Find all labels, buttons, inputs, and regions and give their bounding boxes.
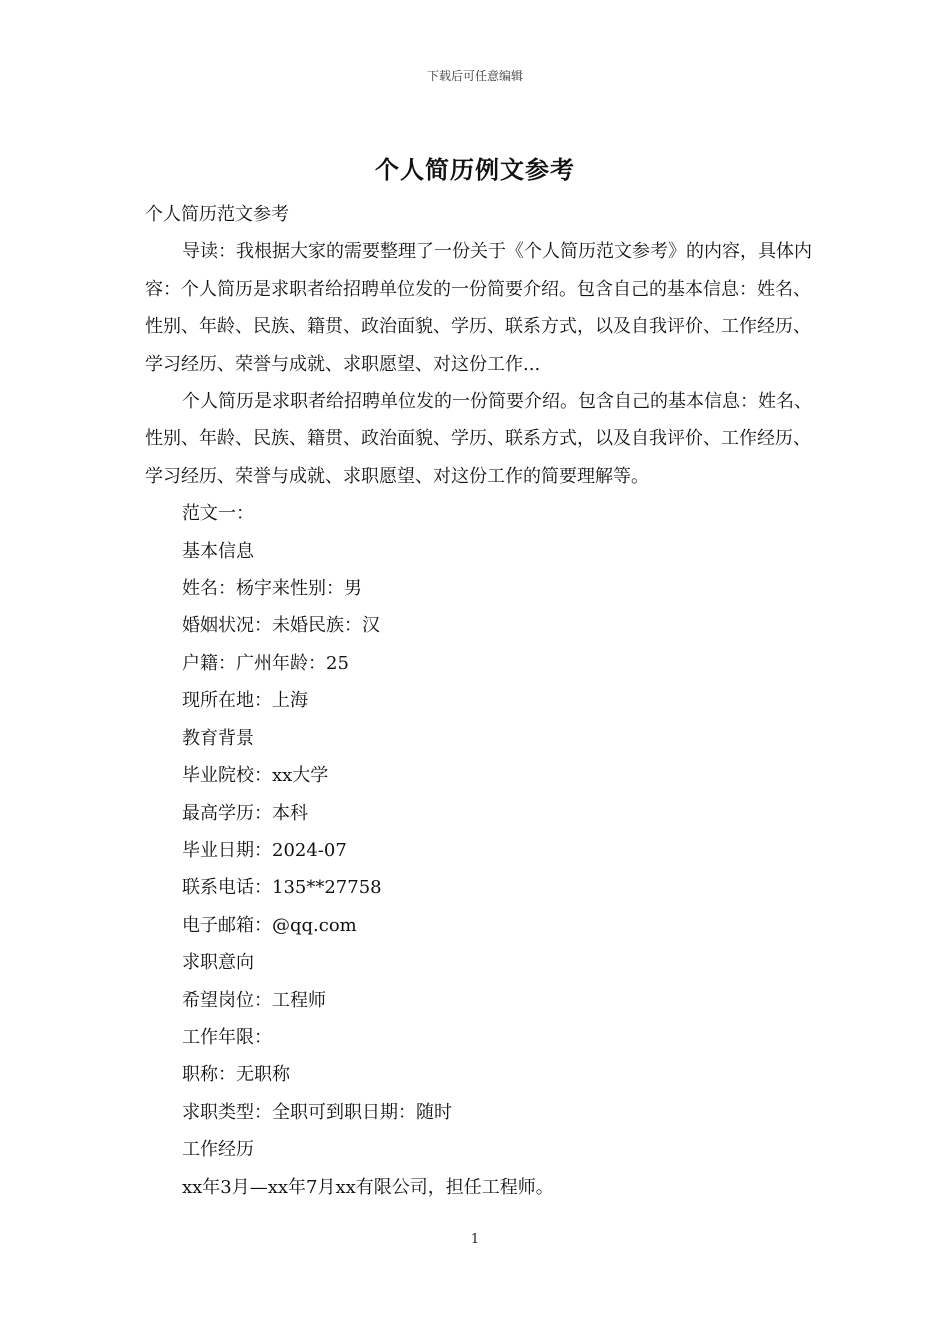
- line-school: 毕业院校：xx大学: [182, 765, 329, 787]
- intro-paragraph: 导读：我根据大家的需要整理了一份关于《个人简历范文参考》的内容，具体内容：个人简历是求职者给招聘单位发的一份简要介绍。包含自己的基本信息：姓名、性别、年龄、民族、籍贯、政治面貌、学历、联系方式，以及自我评价、工作经历、学习经历、荣誉与成就、求职愿望、对这份工作...: [145, 241, 812, 375]
- document-subtitle: 个人简历范文参考: [145, 204, 289, 225]
- document-body: [145, 196, 825, 1206]
- description-paragraph: 个人简历是求职者给招聘单位发的一份简要介绍。包含自己的基本信息：姓名、性别、年龄、民族、籍贯、政治面貌、学历、联系方式，以及自我评价、工作经历、学习经历、荣誉与成就、求职愿望、对这份工作的简要理解等。: [145, 391, 812, 487]
- page-header-note: 下载后可任意编辑: [426, 69, 523, 83]
- section-work-experience: 工作经历: [182, 1139, 254, 1161]
- line-phone: 联系电话：135**27758: [182, 877, 382, 899]
- line-desired-position: 希望岗位：工程师: [182, 989, 326, 1011]
- line-current-location: 现所在地：上海: [182, 690, 308, 712]
- line-work-years: 工作年限：: [182, 1026, 272, 1048]
- line-job-type: 求职类型：全职可到职日期：随时: [182, 1101, 452, 1123]
- line-name-gender: 姓名：杨宇来性别：男: [182, 578, 362, 600]
- line-email: 电子邮箱：@qq.com: [182, 914, 357, 936]
- section-basic-info: 基本信息: [182, 540, 254, 562]
- line-graduation-date: 毕业日期：2024-07: [182, 839, 347, 861]
- section-education: 教育背景: [182, 727, 254, 749]
- line-hukou-age: 户籍：广州年龄：25: [182, 652, 349, 674]
- page-number: 1: [470, 1232, 480, 1247]
- line-degree: 最高学历：本科: [182, 802, 308, 824]
- line-title: 职称：无职称: [182, 1064, 290, 1086]
- line-sample-one: 范文一：: [182, 503, 254, 525]
- line-work-entry: xx年3月—xx年7月xx有限公司，担任工程师。: [182, 1176, 554, 1198]
- section-job-intent: 求职意向: [182, 952, 254, 974]
- document-title: 个人简历例文参考: [375, 155, 575, 184]
- line-marital-ethnicity: 婚姻状况：未婚民族：汉: [182, 615, 380, 637]
